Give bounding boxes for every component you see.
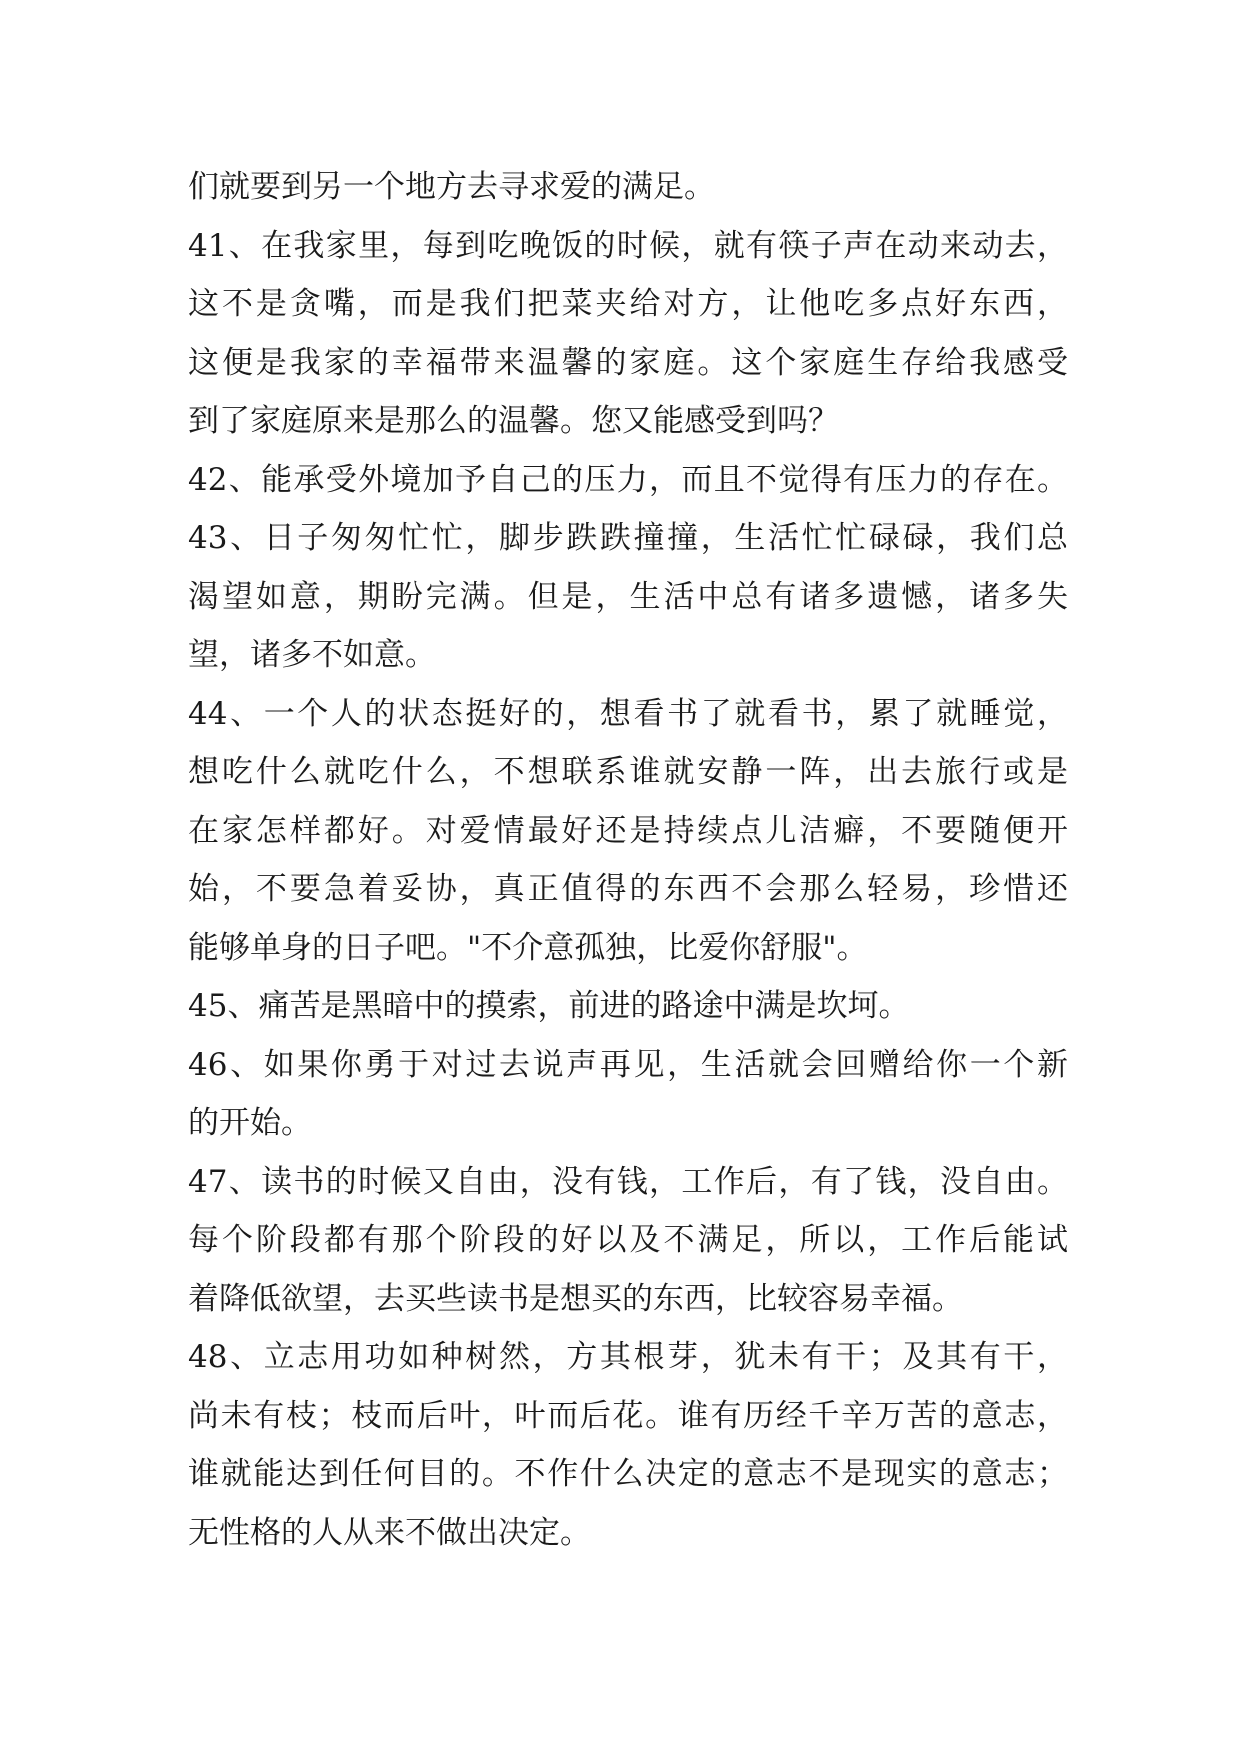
- text-line: 能够单身的日子吧。"不介意孤独，比爱你舒服"。: [188, 929, 868, 966]
- text-line: 47、读书的时候又自由，没有钱，工作后，有了钱，没自由。: [188, 1163, 1068, 1200]
- text-line: 在家怎样都好。对爱情最好还是持续点儿洁癖，不要随便开: [188, 812, 1068, 849]
- document-body: [188, 158, 1068, 1562]
- text-line: 无性格的人从来不做出决定。: [188, 1514, 591, 1551]
- text-line: 到了家庭原来是那么的温馨。您又能感受到吗？: [188, 403, 839, 439]
- text-line: 想吃什么就吃什么，不想联系谁就安静一阵，出去旅行或是: [188, 754, 1068, 790]
- text-line: 46、如果你勇于对过去说声再见，生活就会回赠给你一个新: [188, 1046, 1068, 1083]
- text-line: 这不是贪嘴，而是我们把菜夹给对方，让他吃多点好东西，: [188, 286, 1068, 322]
- text-line: 这便是我家的幸福带来温馨的家庭。这个家庭生存给我感受: [188, 344, 1068, 381]
- text-line: 望，诸多不如意。: [188, 637, 436, 673]
- text-line: 45、痛苦是黑暗中的摸索，前进的路途中满是坎坷。: [188, 988, 910, 1024]
- text-line: 尚未有枝；枝而后叶，叶而后花。谁有历经千辛万苦的意志，: [188, 1397, 1068, 1434]
- text-line: 着降低欲望，去买些读书是想买的东西，比较容易幸福。: [188, 1280, 963, 1317]
- text-line: 43、日子匆匆忙忙，脚步跌跌撞撞，生活忙忙碌碌，我们总: [188, 520, 1068, 556]
- text-line: 44、一个人的状态挺好的，想看书了就看书，累了就睡觉，: [188, 695, 1068, 732]
- text-line: 每个阶段都有那个阶段的好以及不满足，所以，工作后能试: [188, 1222, 1068, 1258]
- text-line: 的开始。: [188, 1105, 312, 1141]
- text-line: 渴望如意，期盼完满。但是，生活中总有诸多遗憾，诸多失: [188, 578, 1068, 615]
- text-line: 谁就能达到任何目的。不作什么决定的意志不是现实的意志；: [188, 1456, 1068, 1492]
- text-line: 42、能承受外境加予自己的压力，而且不觉得有压力的存在。: [188, 461, 1068, 498]
- text-line: 们就要到另一个地方去寻求爱的满足。: [188, 169, 715, 205]
- text-line: 始，不要急着妥协，真正值得的东西不会那么轻易，珍惜还: [188, 871, 1068, 907]
- text-line: 48、立志用功如种树然，方其根芽，犹未有干；及其有干，: [188, 1339, 1068, 1375]
- text-line: 41、在我家里，每到吃晚饭的时候，就有筷子声在动来动去，: [188, 227, 1068, 264]
